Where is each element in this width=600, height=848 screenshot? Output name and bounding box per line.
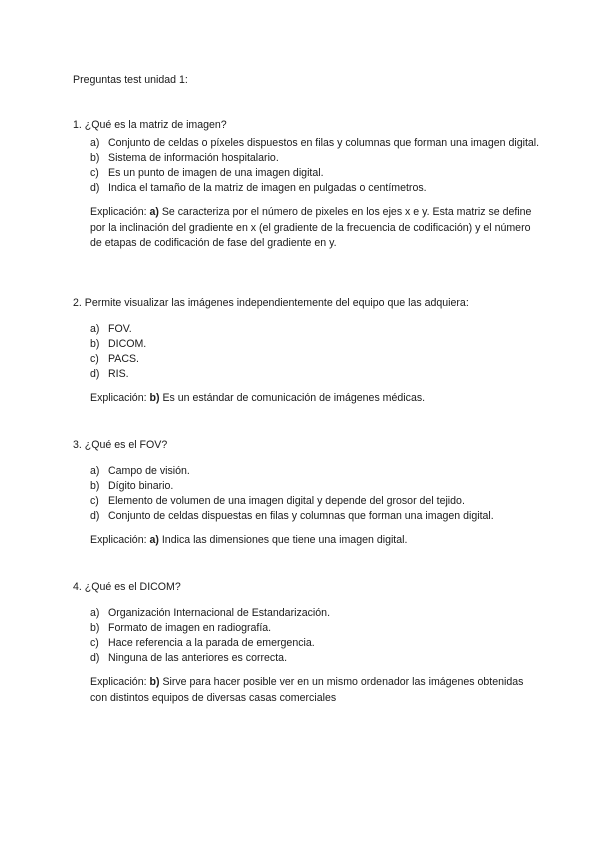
explanation-text: Sirve para hacer posible ver en un mismo ordenador las imágenes obtenidas con distintos equipos de diversas casas comerciales bbox=[90, 676, 524, 704]
option-text: Elemento de volumen de una imagen digital y depende del grosor del tejido. bbox=[108, 495, 465, 507]
option-b bbox=[73, 479, 543, 494]
option-text: DICOM. bbox=[108, 338, 147, 350]
option-letter: c) bbox=[90, 167, 99, 179]
question-text bbox=[73, 580, 543, 595]
option-text: Formato de imagen en radiografía. bbox=[108, 622, 272, 634]
question-number: 4. bbox=[73, 581, 82, 593]
answer-key: b) bbox=[149, 676, 160, 688]
question-2 bbox=[73, 296, 543, 407]
option-text: Conjunto de celdas o píxeles dispuestos en filas y columnas que forman una imagen digital. bbox=[108, 137, 540, 149]
option-c bbox=[73, 166, 543, 181]
answer-key: a) bbox=[149, 206, 159, 218]
option-b bbox=[73, 151, 543, 166]
option-letter: b) bbox=[90, 338, 100, 350]
option-c bbox=[73, 494, 543, 509]
option-letter: a) bbox=[90, 465, 100, 477]
option-text: Hace referencia a la parada de emergencia. bbox=[108, 637, 315, 649]
option-letter: b) bbox=[90, 622, 100, 634]
explanation-text: Indica las dimensiones que tiene una imagen digital. bbox=[161, 534, 408, 546]
question-3 bbox=[73, 438, 543, 549]
explanation-label: Explicación: bbox=[90, 392, 147, 404]
question-1 bbox=[73, 118, 543, 252]
question-prompt: ¿Qué es la matriz de imagen? bbox=[84, 119, 227, 131]
option-letter: b) bbox=[90, 152, 100, 164]
explanation bbox=[90, 533, 543, 549]
options-list bbox=[73, 322, 543, 382]
option-letter: b) bbox=[90, 480, 100, 492]
option-text: Dígito binario. bbox=[108, 480, 174, 492]
question-prompt: ¿Qué es el FOV? bbox=[84, 439, 168, 451]
option-d bbox=[73, 509, 543, 524]
option-text: Campo de visión. bbox=[108, 465, 190, 477]
question-prompt: Permite visualizar las imágenes independientemente del equipo que las adquiera: bbox=[84, 297, 469, 309]
explanation-label: Explicación: bbox=[90, 206, 147, 218]
options-list bbox=[73, 606, 543, 666]
explanation-label: Explicación: bbox=[90, 534, 147, 546]
option-letter: d) bbox=[90, 652, 100, 664]
explanation-text: Se caracteriza por el número de pixeles en los ejes x e y. Esta matriz se define por la inclinación del gradiente en x (el gradiente de la frecuencia de codificación) y el número de etapas de codificación de fase del gradiente en y. bbox=[90, 206, 532, 249]
options-list bbox=[73, 136, 543, 196]
option-text: Ninguna de las anteriores es correcta. bbox=[108, 652, 288, 664]
option-letter: a) bbox=[90, 607, 100, 619]
option-d bbox=[73, 367, 543, 382]
option-a bbox=[73, 606, 543, 621]
option-a bbox=[73, 322, 543, 337]
option-text: Conjunto de celdas dispuestas en filas y columnas que forman una imagen digital. bbox=[108, 510, 494, 522]
question-text bbox=[73, 438, 543, 453]
question-text bbox=[73, 118, 543, 133]
option-b bbox=[73, 337, 543, 352]
option-letter: a) bbox=[90, 137, 100, 149]
option-letter: c) bbox=[90, 637, 99, 649]
option-text: Organización Internacional de Estandarización. bbox=[108, 607, 331, 619]
option-text: RIS. bbox=[108, 368, 129, 380]
option-letter: d) bbox=[90, 368, 100, 380]
option-letter: c) bbox=[90, 495, 99, 507]
explanation bbox=[90, 675, 543, 706]
page-title: Preguntas test unidad 1: bbox=[73, 74, 188, 86]
question-number: 2. bbox=[73, 297, 82, 309]
option-text: Indica el tamaño de la matriz de imagen en pulgadas o centímetros. bbox=[108, 182, 427, 194]
question-4 bbox=[73, 580, 543, 706]
option-c bbox=[73, 352, 543, 367]
option-letter: a) bbox=[90, 323, 100, 335]
question-prompt: ¿Qué es el DICOM? bbox=[84, 581, 181, 593]
option-d bbox=[73, 651, 543, 666]
options-list bbox=[73, 464, 543, 524]
option-letter: c) bbox=[90, 353, 99, 365]
option-text: FOV. bbox=[108, 323, 132, 335]
answer-key: b) bbox=[149, 392, 160, 404]
explanation-label: Explicación: bbox=[90, 676, 147, 688]
explanation bbox=[90, 205, 543, 252]
option-letter: d) bbox=[90, 182, 100, 194]
option-letter: d) bbox=[90, 510, 100, 522]
option-b bbox=[73, 621, 543, 636]
question-number: 1. bbox=[73, 119, 82, 131]
option-d bbox=[73, 181, 543, 196]
option-text: Es un punto de imagen de una imagen digital. bbox=[108, 167, 324, 179]
explanation-text: Es un estándar de comunicación de imágenes médicas. bbox=[162, 392, 426, 404]
option-a bbox=[73, 136, 543, 151]
answer-key: a) bbox=[149, 534, 159, 546]
question-number: 3. bbox=[73, 439, 82, 451]
option-text: PACS. bbox=[108, 353, 140, 365]
option-a bbox=[73, 464, 543, 479]
question-text bbox=[73, 296, 543, 311]
option-c bbox=[73, 636, 543, 651]
explanation bbox=[90, 391, 543, 407]
option-text: Sistema de información hospitalario. bbox=[108, 152, 279, 164]
